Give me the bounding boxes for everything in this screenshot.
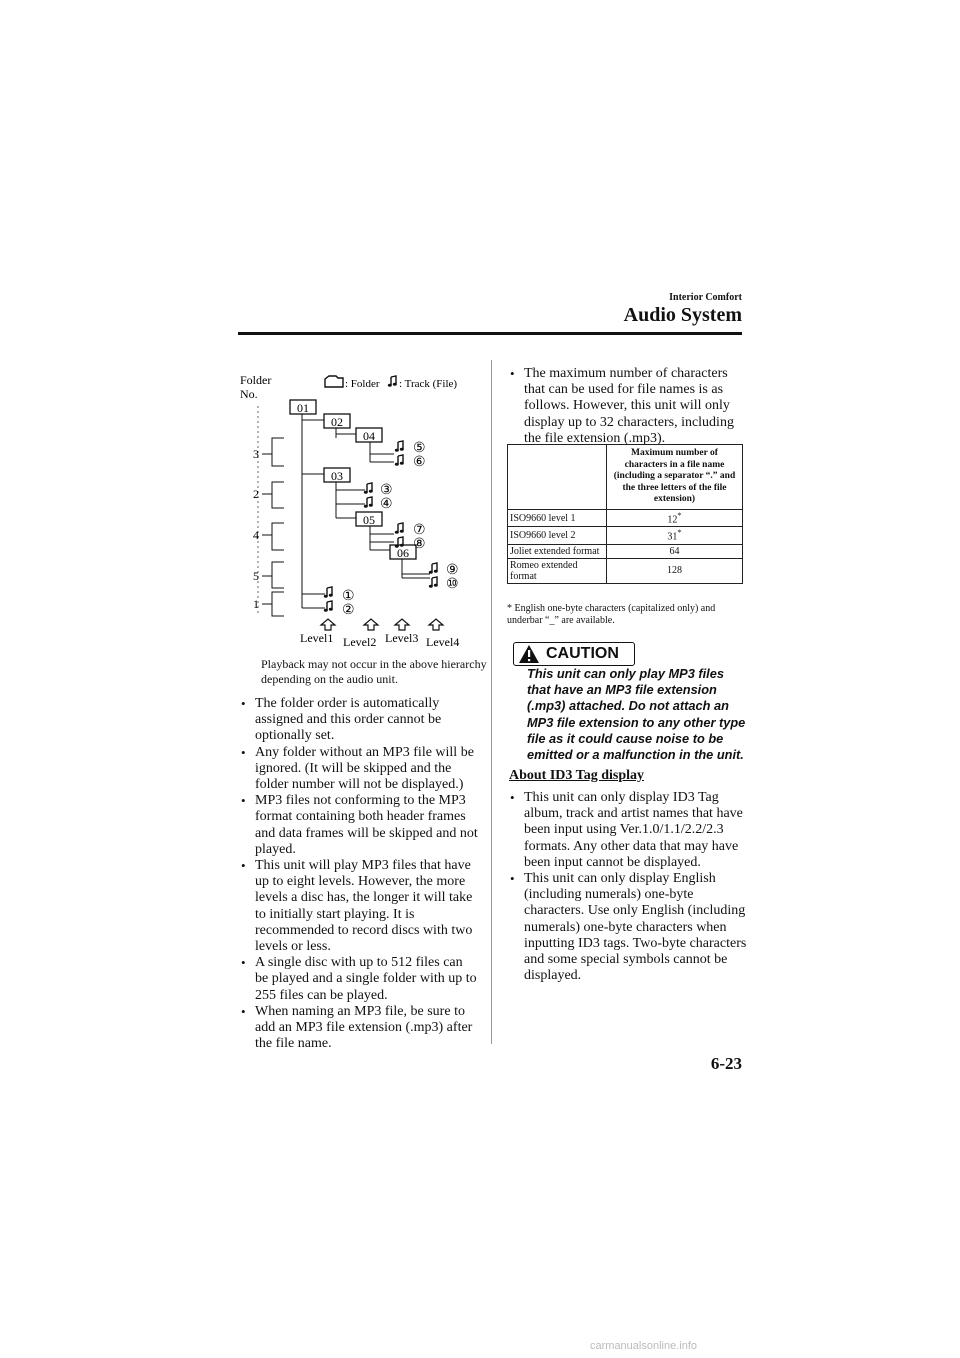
- list-item: • The folder order is automatically assigned and this order cannot be optionally set.: [238, 696, 478, 745]
- track-7-label: ⑦: [413, 523, 426, 538]
- track-1-icon: [324, 587, 333, 598]
- list-item: • Any folder without an MP3 file will be ignored. (It will be skipped and the folder number will not be displayed.): [238, 745, 478, 794]
- left-bullet-list: [238, 696, 478, 1052]
- id3-section-title: About ID3 Tag display: [509, 768, 645, 783]
- list-item: • The maximum number of characters that can be used for file names is as follows. However, this unit will only display up to 32 characters, including the file extension (.mp3).: [507, 366, 745, 447]
- section-label: Interior Comfort: [669, 292, 742, 303]
- id3-bullet-list: [507, 790, 747, 984]
- table-row: [508, 510, 743, 527]
- level4-arrow-icon: [429, 619, 443, 630]
- track-6-label: ⑥: [413, 455, 426, 470]
- track-9-icon: [429, 563, 438, 574]
- header-rule: [238, 332, 742, 335]
- track-9-label: ⑨: [446, 563, 459, 578]
- table-cell-value: 64: [607, 544, 743, 558]
- track-1-label: ①: [342, 589, 355, 604]
- table-footnote: [507, 603, 747, 627]
- svg-text:01: 01: [297, 401, 309, 415]
- diagram-caption: Playback may not occur in the above hierarchy depending on the audio unit.: [261, 657, 487, 686]
- list-item: • When naming an MP3 file, be sure to add an MP3 file extension (.mp3) after the file name.: [238, 1004, 478, 1053]
- track-5-icon: [395, 441, 404, 452]
- svg-text:06: 06: [397, 546, 409, 560]
- track-10-icon: [429, 577, 438, 588]
- right-top-bullet: [507, 366, 745, 447]
- level3-arrow-icon: [395, 619, 409, 630]
- table-cell-format: Romeo extended format: [508, 558, 607, 583]
- caution-label: CAUTION: [546, 645, 619, 662]
- folder-02: [324, 414, 350, 429]
- table-row: [508, 527, 743, 544]
- watermark: carmanualsonline.info: [590, 1340, 698, 1352]
- table-header-blank: [508, 445, 607, 510]
- filename-length-table: [507, 444, 743, 584]
- table-header: Maximum number of characters in a file name (including a separator “.” and the three letters of the file extension): [607, 445, 743, 510]
- track-2-icon: [324, 601, 333, 612]
- table-header-row: [508, 445, 743, 510]
- legend-track-icon: [388, 376, 397, 387]
- page-number: 6-23: [710, 1054, 742, 1073]
- order-number-4: 4: [253, 528, 259, 542]
- table-cell-value: 31*: [607, 527, 743, 544]
- table-cell-value: 12*: [607, 510, 743, 527]
- folder-04: [356, 428, 382, 443]
- table-row: [508, 544, 743, 558]
- track-3-icon: [364, 483, 373, 494]
- legend-folder-text: : Folder: [345, 378, 380, 390]
- folder-no-label-2: No.: [240, 387, 258, 401]
- order-number-5: 5: [253, 569, 259, 583]
- track-3-label: ③: [380, 483, 393, 498]
- svg-text:05: 05: [363, 513, 375, 527]
- page-title: Audio System: [623, 304, 742, 326]
- order-brackets: [262, 438, 284, 616]
- caution-text: This unit can only play MP3 files that have an MP3 file extension (.mp3) attached. Do not attach an MP3 file extension to any other type file as it could cause noise to be emitted or a malfunction in the unit.: [527, 666, 746, 763]
- folder-01: [290, 400, 316, 415]
- column-divider: [491, 360, 492, 1044]
- svg-text:03: 03: [331, 469, 343, 483]
- level1-label: Level1: [300, 631, 334, 645]
- track-6-icon: [395, 455, 404, 466]
- track-5-label: ⑤: [413, 441, 426, 456]
- track-10-label: ⑩: [446, 577, 459, 592]
- svg-text:02: 02: [331, 415, 343, 429]
- table-cell-format: ISO9660 level 1: [508, 510, 607, 527]
- tree-lines: [302, 414, 430, 608]
- caution-badge: [513, 642, 635, 666]
- track-8-label: ⑧: [413, 537, 426, 552]
- level4-label: Level4: [426, 635, 460, 648]
- track-4-label: ④: [380, 497, 393, 512]
- level2-label: Level2: [343, 635, 377, 648]
- order-number-1: 1: [253, 597, 259, 611]
- folder-05: [356, 512, 382, 527]
- folder-hierarchy-diagram: [232, 368, 482, 648]
- level3-label: Level3: [385, 631, 419, 645]
- table-cell-format: Joliet extended format: [508, 544, 607, 558]
- track-7-icon: [395, 523, 404, 534]
- track-4-icon: [364, 497, 373, 508]
- order-number-2: 2: [253, 487, 259, 501]
- folder-no-label-1: Folder: [240, 373, 272, 387]
- list-item: • MP3 files not conforming to the MP3 format containing both header frames and data frames will be skipped and not played.: [238, 793, 478, 858]
- list-item: • This unit can only display ID3 Tag album, track and artist names that have been input using Ver.1.0/1.1/2.2/2.3 formats. Any other data that may have been input cannot be displayed.: [507, 790, 747, 871]
- table-cell-value: 128: [607, 558, 743, 583]
- warning-icon: [518, 644, 540, 664]
- list-item: • This unit can only display English (including numerals) one-byte characters. Use only English (including numerals) one-byte characters when inputting ID3 tags. Two-byte characters and some special symbols cannot be displayed.: [507, 871, 747, 984]
- footnote-text: English one-byte characters (capitalized only) and underbar “_” are available.: [507, 603, 716, 626]
- folder-03: [324, 468, 350, 483]
- list-item: • A single disc with up to 512 files can be played and a single folder with up to 255 files can be played.: [238, 955, 478, 1004]
- list-item: • This unit will play MP3 files that have up to eight levels. However, the more levels a disc has, the longer it will take to initially start playing. It is recommended to record discs with two levels or less.: [238, 858, 478, 955]
- track-2-label: ②: [342, 603, 355, 618]
- svg-text:04: 04: [363, 429, 375, 443]
- table-cell-format: ISO9660 level 2: [508, 527, 607, 544]
- order-number-3: 3: [253, 447, 259, 461]
- table-row: [508, 558, 743, 583]
- level2-arrow-icon: [364, 619, 378, 630]
- footnote-mark: *: [507, 603, 512, 614]
- legend-track-text: : Track (File): [399, 378, 458, 390]
- folder-legend-icon: [325, 376, 343, 387]
- level1-arrow-icon: [321, 619, 335, 630]
